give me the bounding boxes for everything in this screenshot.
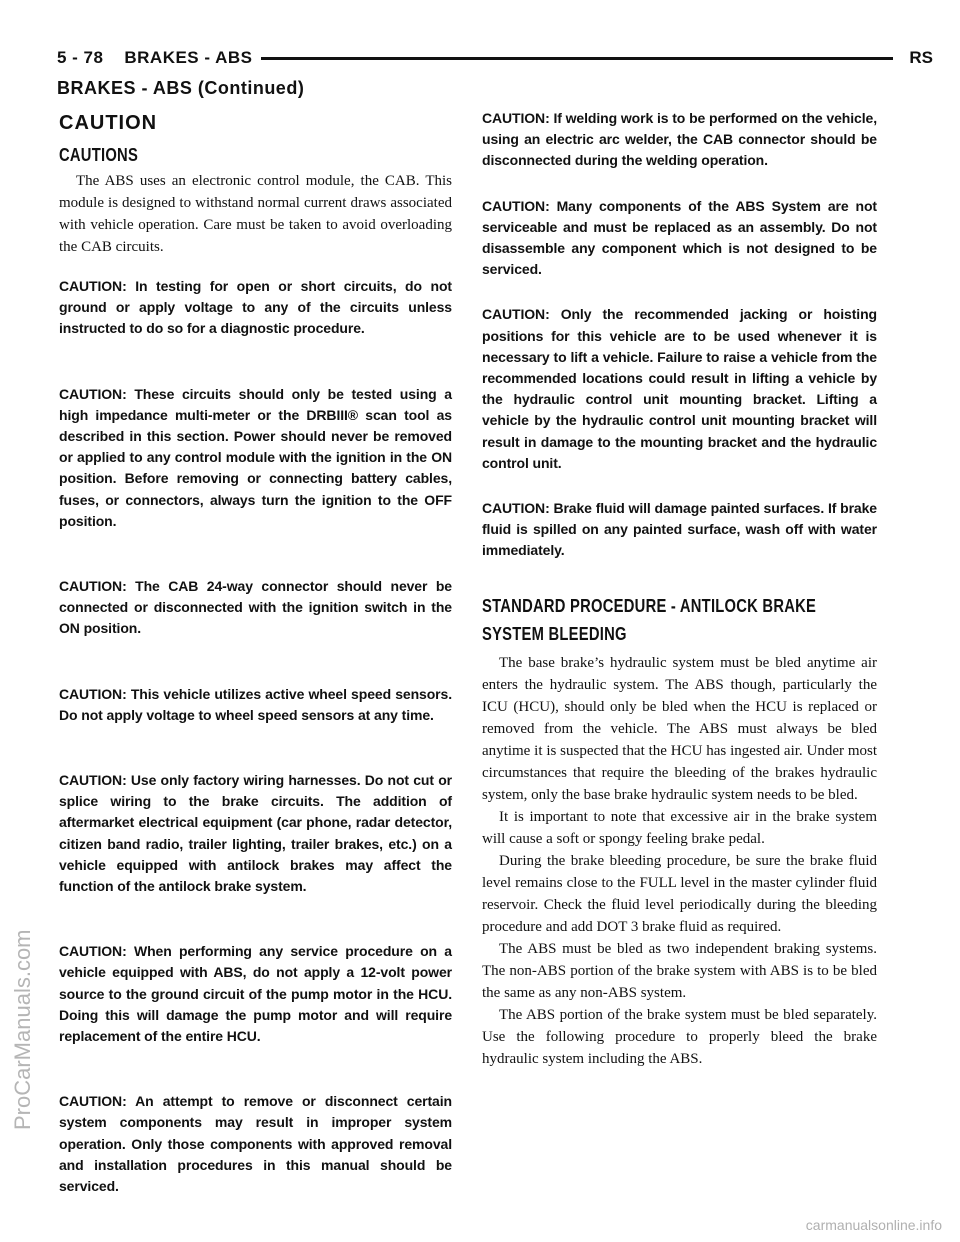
caution-item: CAUTION: The CAB 24-way connector should never be connected or disconnected with the ignition switch in the ON position. [59,578,452,637]
intro-paragraph: The ABS uses an electronic control module, the CAB. This module is designed to withstand normal current draws associated with vehicle operation. Care must be taken to avoid overloading the CAB circuits. [59,173,452,255]
procedure-paragraph: It is important to note that excessive air in the brake system will cause a soft or spongy feeling brake pedal. [482,808,877,847]
procedure-paragraph: The ABS portion of the brake system must be bled separately. Use the following procedure to properly bleed the brake hydraulic system including the ABS. [482,1006,877,1067]
procedure-paragraph: The ABS must be bled as two independent braking systems. The non-ABS portion of the brake system with ABS is to be bled the same as any non-ABS system. [482,940,877,1001]
procedure-paragraph: The base brake’s hydraulic system must be bled anytime air enters the hydraulic system. The ABS though, particularly the ICU (HCU), should only be bled when the HCU is replaced or removed from the vehicle. The ABS must always be bled anytime it is suspected that the HCU has ingested air. Under most circumstances that require the bleeding of the brakes hydraulic system, only the base brake hydraulic system needs to be bled. [482,654,877,803]
section-code: RS [909,48,933,67]
procedure-heading-line-1: STANDARD PROCEDURE - ANTILOCK BRAKE [482,595,817,616]
caution-item: CAUTION: This vehicle utilizes active wheel speed sensors. Do not apply voltage to wheel speed sensors at any time. [59,685,452,723]
caution-item: CAUTION: Many components of the ABS System are not serviceable and must be replaced as an assembly. Do not disassemble any component which is not designed to be serviced. [482,197,877,278]
caution-heading: CAUTION [59,112,158,134]
caution-item: CAUTION: Brake fluid will damage painted surfaces. If brake fluid is spilled on any painted surface, wash off with water immediately. [482,500,877,559]
caution-item: CAUTION: When performing any service procedure on a vehicle equipped with ABS, do not apply a 12-volt power source to the ground circuit of the pump motor in the HCU. Doing this will damage the pump motor and will require replacement of the entire HCU. [59,943,452,1045]
header-rule [261,57,893,60]
procedure-paragraph: During the brake bleeding procedure, be sure the brake fluid level remains close to the FULL level in the master cylinder fluid reservoir. Check the fluid level periodically during the bleeding procedure and add DOT 3 brake fluid as required. [482,852,877,935]
caution-item: CAUTION: If welding work is to be performed on the vehicle, using an electric arc welder, the CAB connector should be disconnected during the welding operation. [482,110,877,169]
procedure-heading [482,592,876,648]
caution-item: CAUTION: Use only factory wiring harnesses. Do not cut or splice wiring to the brake circuits. The addition of aftermarket electrical equipment (car phone, radar detector, citizen band radio, trailer lighting, trailer brakes, etc.) on a vehicle equipped with antilock brakes may affect the function of the antilock brake system. [59,772,452,895]
page-label: 5 - 78 BRAKES - ABS [57,48,253,67]
side-watermark: ProCarManuals.com [10,929,35,1130]
right-column [482,108,877,1070]
page-header [57,48,933,70]
footer-watermark: carmanualsonline.info [805,1217,942,1233]
caution-item: CAUTION: Only the recommended jacking or hoisting positions for this vehicle are to be used whenever it is necessary to lift a vehicle. Failure to raise a vehicle from the recommended locations could result in lifting a vehicle by the hydraulic control unit mounting bracket. Lifting a vehicle by the hydraulic control unit mounting bracket will result in damage to the mounting bracket and the hydraulic control unit. [482,306,877,471]
caution-item: CAUTION: An attempt to remove or disconnect certain system components may result in improper system operation. Only those components with approved removal and installation procedures in this manual should be serviced. [59,1093,452,1195]
caution-item: CAUTION: In testing for open or short circuits, do not ground or apply voltage to any of the circuits unless instructed to do so for a diagnostic procedure. [59,278,452,337]
cautions-heading: CAUTIONS [59,145,139,165]
continued-title: BRAKES - ABS (Continued) [57,78,305,98]
caution-item: CAUTION: These circuits should only be tested using a high impedance multi-meter or the DRBIII® scan tool as described in this section. Power should never be removed or applied to any control module with the ignition in the ON position. Before removing or connecting battery cables, fuses, or connectors, always turn the ignition to the OFF position. [59,385,452,529]
left-column [59,108,452,1197]
procedure-heading-line-2: SYSTEM BLEEDING [482,623,627,644]
